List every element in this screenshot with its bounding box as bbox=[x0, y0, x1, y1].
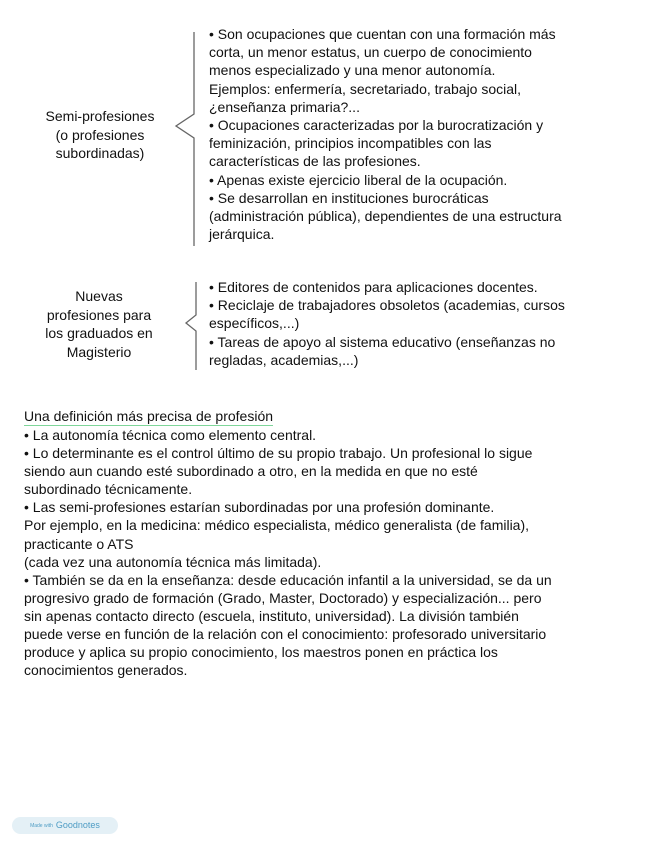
badge-prefix: Made with bbox=[30, 823, 53, 829]
text-line: • Editores de contenidos para aplicaciones docentes. bbox=[209, 279, 538, 295]
brace-stroke bbox=[176, 32, 194, 246]
text-line: Ejemplos: enfermería, secretariado, trabajo social, bbox=[209, 80, 522, 97]
label-line: Nuevas bbox=[75, 288, 123, 304]
text-line: • Tareas de apoyo al sistema educativo (enseñanzas no bbox=[209, 333, 556, 350]
label-line: los graduados en bbox=[45, 325, 153, 341]
text-line: (administración pública), dependientes de una estructura bbox=[209, 208, 562, 225]
text-line: específicos,...) bbox=[209, 315, 300, 332]
semi-profesiones-label bbox=[30, 107, 170, 163]
nuevas-profesiones-label bbox=[28, 287, 170, 361]
text-line: • También se da en la enseñanza: desde educación infantil a la universidad, se da un bbox=[24, 571, 552, 588]
text-line: siendo aun cuando esté subordinado a otro, en la medida en que no esté bbox=[24, 463, 478, 480]
text-line: menos especializado y una menor autonomía. bbox=[209, 62, 496, 79]
curly-brace-semi bbox=[170, 30, 200, 248]
text-line: (cada vez una autonomía técnica más limitada). bbox=[24, 553, 322, 570]
label-line: (o profesiones bbox=[55, 126, 145, 143]
text-line: • Apenas existe ejercicio liberal de la ocupación. bbox=[209, 171, 508, 188]
label-line: Magisterio bbox=[66, 343, 132, 360]
text-line: • La autonomía técnica como elemento central. bbox=[24, 427, 317, 443]
text-line: subordinado técnicamente. bbox=[24, 481, 193, 498]
label-line: subordinadas) bbox=[55, 145, 145, 161]
text-line: puede verse en función de la relación con el conocimiento: profesorado universitario bbox=[24, 626, 547, 643]
text-line: conocimientos generados. bbox=[24, 662, 188, 679]
definition-heading: Una definición más precisa de profesión bbox=[24, 408, 274, 424]
text-line: • Reciclaje de trabajadores obsoletos (academias, cursos bbox=[209, 297, 565, 314]
curly-brace-nuevas bbox=[182, 280, 202, 372]
text-line: corta, un menor estatus, un cuerpo de conocimiento bbox=[209, 44, 532, 61]
text-line: • Las semi-profesiones estarían subordinadas por una profesión dominante. bbox=[24, 499, 495, 516]
text-line: progresivo grado de formación (Grado, Master, Doctorado) y especialización... pero bbox=[24, 589, 542, 606]
text-line: • Son ocupaciones que cuentan con una formación más bbox=[209, 26, 556, 42]
text-line: Por ejemplo, en la medicina: médico especialista, médico generalista (de familia), bbox=[24, 517, 530, 534]
semi-profesiones-description bbox=[209, 25, 562, 243]
text-line: regladas, academias,...) bbox=[209, 351, 359, 368]
text-line: produce y aplica su propio conocimiento, los maestros ponen en práctica los bbox=[24, 644, 498, 661]
text-line: • Se desarrollan en instituciones burocráticas bbox=[209, 189, 489, 206]
text-line: jerárquica. bbox=[209, 226, 275, 243]
badge-brand: Goodnotes bbox=[55, 820, 100, 830]
definition-section bbox=[24, 407, 552, 679]
label-line: profesiones para bbox=[46, 306, 152, 323]
text-line: practicante o ATS bbox=[24, 535, 134, 552]
text-line: feminización, principios incompatibles con las bbox=[209, 135, 492, 152]
brace-stroke bbox=[186, 282, 196, 370]
text-line: sin apenas contacto directo (escuela, instituto, universidad). La división también bbox=[24, 607, 519, 624]
text-line: características de las profesiones. bbox=[209, 153, 421, 170]
text-line: • Lo determinante es el control último de su propio trabajo. Un profesional lo sigue bbox=[24, 445, 533, 462]
text-line: • Ocupaciones caracterizadas por la burocratización y bbox=[209, 117, 544, 134]
text-line: ¿enseñanza primaria?... bbox=[209, 98, 360, 115]
nuevas-profesiones-description bbox=[209, 278, 565, 369]
made-with-goodnotes-badge[interactable] bbox=[12, 817, 118, 834]
label-line: Semi-profesiones bbox=[45, 108, 155, 124]
